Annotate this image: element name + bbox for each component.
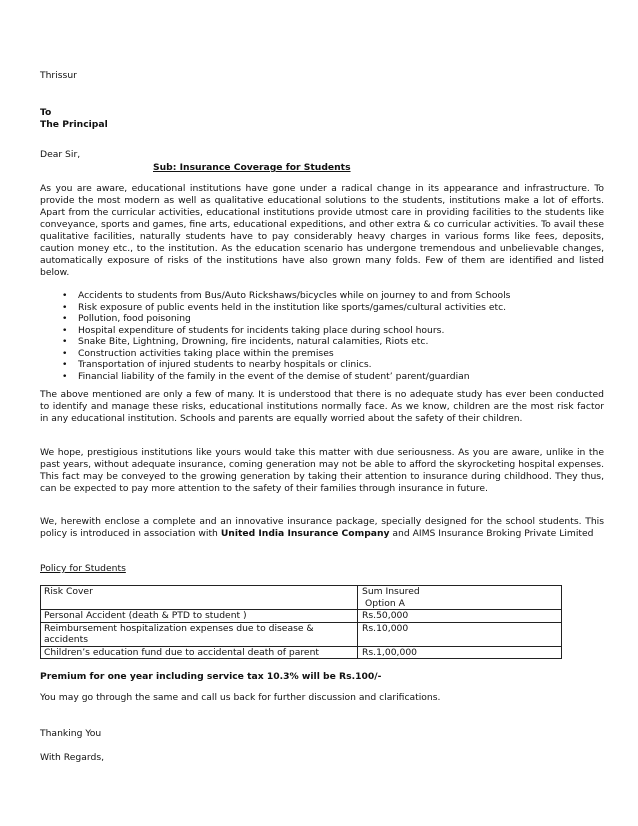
policy-heading-text: Policy for Students xyxy=(40,563,126,574)
bullet-icon: • xyxy=(62,313,68,324)
cell-sum: Rs.1,00,000 xyxy=(358,646,562,659)
policy-heading xyxy=(40,563,604,575)
paragraph-risks: The above mentioned are only a few of many. It is understood that there is no adequate study has ever been conducted to identify and manage these risks, educational institutions normally face. As we know, children are the most risk factor in any educational institution. Schools and parents are equally worried about the safety of their children. xyxy=(40,389,604,424)
list-item-text: Accidents to students from Bus/Auto Rickshaws/bicycles while on journey to and from Schools xyxy=(78,290,511,301)
list-item xyxy=(40,336,604,348)
cell-cover: Children’s education fund due to accidental death of parent xyxy=(41,646,358,659)
list-item-text: Transportation of injured students to nearby hospitals or clinics. xyxy=(78,359,372,370)
table-row xyxy=(41,622,562,646)
cell-cover: Personal Accident (death & PTD to student ) xyxy=(41,610,358,623)
bullet-icon: • xyxy=(62,336,68,347)
package-text-end: and AIMS Insurance Broking Private Limited xyxy=(389,528,594,539)
list-item xyxy=(40,325,604,337)
list-item-text: Hospital expenditure of students for incidents taking place during school hours. xyxy=(78,324,445,336)
table-row xyxy=(41,646,562,659)
recipient-line: The Principal xyxy=(40,119,108,130)
cell-cover: Reimbursement hospitalization expenses due to disease & accidents xyxy=(41,622,358,646)
cell-sum: Rs.10,000 xyxy=(358,622,562,646)
paragraph-package xyxy=(40,516,604,540)
package-text-start: We, herewith enclose a complete and an innovative insurance package, specially designed for the school students. This policy is introduced in association with xyxy=(40,516,604,539)
list-item xyxy=(40,302,604,314)
bullet-icon: • xyxy=(62,370,68,382)
table-row xyxy=(41,610,562,623)
list-item xyxy=(40,290,604,302)
paragraph-request: We hope, prestigious institutions like yours would take this matter with due seriousness. As you are aware, unlike in the past years, without adequate insurance, coming generation may not be able to afford the skyrocketing hospital expenses. This fact may be conveyed to the growing generation by taking their attention to insurance during childhood. They thus, can be expected to pay more attention to the safety of their families through insurance in future. xyxy=(40,447,604,494)
bullet-icon: • xyxy=(62,324,68,336)
policy-table xyxy=(40,585,562,659)
bullet-icon: • xyxy=(62,359,68,370)
paragraph-intro: As you are aware, educational institutions have gone under a radical change in its appearance and infrastructure. To provide the most modern as well as qualitative educational solutions to the students, institutions make a lot of efforts. Apart from the curricular activities, educational institutions provide utmost care in providing facilities to the students like conveyance, sports and games, fine arts, educational expeditions, and other extra & co curricular activities. To avail these qualitative facilities, naturally students have to pay considerably heavy charges in various forms like fees, deposits, caution money etc., to the institution. As the education scenario has undergone tremendous and unbelievable changes, automatically exposure of risks of the institutions have also grown many folds. Few of them are identified and listed below. xyxy=(40,183,604,278)
list-item xyxy=(40,348,604,360)
list-item xyxy=(40,371,604,383)
salutation: Dear Sir, xyxy=(40,149,81,160)
thanks-line: Thanking You xyxy=(40,728,102,739)
header-risk-cover: Risk Cover xyxy=(41,586,358,610)
list-item xyxy=(40,313,604,325)
bullet-icon: • xyxy=(62,301,68,313)
to-line: To xyxy=(40,107,52,118)
header-sum-line2: Option A xyxy=(365,597,405,609)
place-text: Thrissur xyxy=(40,70,77,81)
list-item-text: Financial liability of the family in the event of the demise of student’ parent/guardian xyxy=(78,370,470,382)
subject-line xyxy=(153,162,351,174)
list-item-text: Snake Bite, Lightning, Drowning, fire incidents, natural calamities, Riots etc. xyxy=(78,336,429,347)
risk-list xyxy=(40,290,604,382)
list-item-text: Risk exposure of public events held in the institution like sports/games/cultural activities etc. xyxy=(78,301,507,313)
paragraph-closing: You may go through the same and call us back for further discussion and clarifications. xyxy=(40,692,441,703)
header-sum-line1: Sum Insured xyxy=(362,586,420,597)
list-item-text: Pollution, food poisoning xyxy=(78,313,191,324)
cell-sum: Rs.50,000 xyxy=(358,610,562,623)
premium-line: Premium for one year including service tax 10.3% will be Rs.100/- xyxy=(40,671,382,682)
subject-text: Sub: Insurance Coverage for Students xyxy=(153,162,351,173)
bullet-icon: • xyxy=(62,347,68,359)
table-header-row xyxy=(41,586,562,610)
bullet-icon: • xyxy=(62,290,68,301)
company-name: United India Insurance Company xyxy=(220,528,390,539)
regards-line: With Regards, xyxy=(40,752,105,763)
list-item-text: Construction activities taking place within the premises xyxy=(78,347,334,359)
header-sum-insured xyxy=(358,586,562,610)
list-item xyxy=(40,359,604,371)
